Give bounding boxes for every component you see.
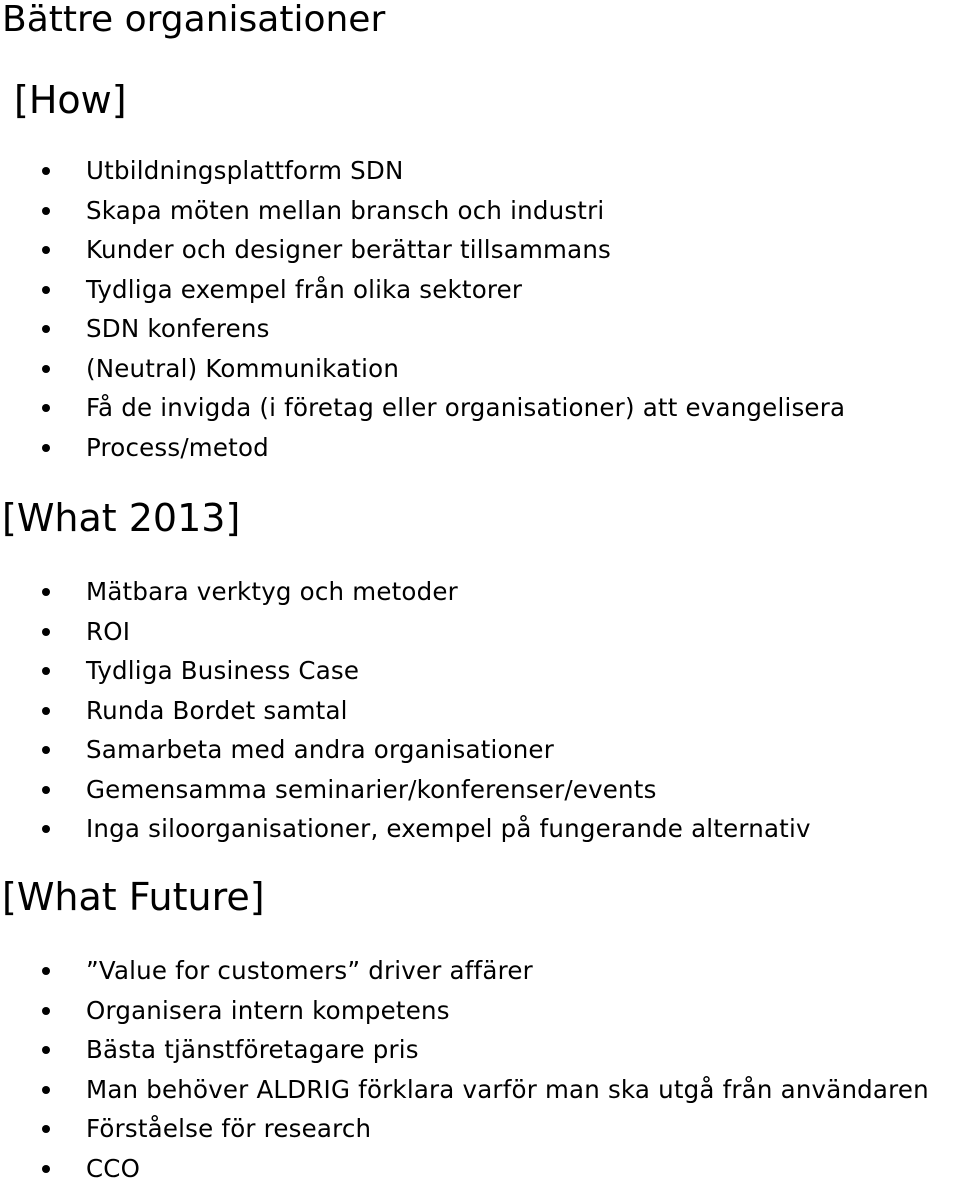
list-item bbox=[0, 691, 960, 731]
list-item-text: Organisera intern kompetens bbox=[86, 991, 450, 1031]
list-item-text: Process/metod bbox=[86, 428, 269, 468]
bullet-icon bbox=[42, 365, 50, 373]
list-item bbox=[0, 1149, 960, 1188]
list-item bbox=[0, 730, 960, 770]
list-item bbox=[0, 651, 960, 691]
bullet-icon bbox=[42, 588, 50, 596]
list-item-text: Tydliga Business Case bbox=[86, 651, 359, 691]
list-item bbox=[0, 951, 960, 991]
list-item-text: Kunder och designer berättar tillsammans bbox=[86, 230, 611, 270]
list-item-text: Gemensamma seminarier/konferenser/events bbox=[86, 770, 657, 810]
bullet-icon bbox=[42, 1165, 50, 1173]
bullet-icon bbox=[42, 628, 50, 636]
list-item bbox=[0, 309, 960, 349]
list-item-text: Runda Bordet samtal bbox=[86, 691, 348, 731]
bullet-icon bbox=[42, 207, 50, 215]
what-future-list bbox=[0, 951, 960, 1188]
bullet-icon bbox=[42, 707, 50, 715]
bullet-icon bbox=[42, 444, 50, 452]
bullet-icon bbox=[42, 167, 50, 175]
list-item-text: Inga siloorganisationer, exempel på fungerande alternativ bbox=[86, 809, 811, 849]
list-item-text: Bästa tjänstföretagare pris bbox=[86, 1030, 419, 1070]
list-item bbox=[0, 809, 960, 849]
list-item bbox=[0, 191, 960, 231]
bullet-icon bbox=[42, 825, 50, 833]
how-list bbox=[0, 151, 960, 467]
bullet-icon bbox=[42, 746, 50, 754]
bullet-icon bbox=[42, 1007, 50, 1015]
bullet-icon bbox=[42, 1086, 50, 1094]
bullet-icon bbox=[42, 667, 50, 675]
list-item-text: (Neutral) Kommunikation bbox=[86, 349, 399, 389]
list-item-text: Skapa möten mellan bransch och industri bbox=[86, 191, 604, 231]
bullet-icon bbox=[42, 246, 50, 254]
what-2013-list bbox=[0, 572, 960, 849]
bullet-icon bbox=[42, 1125, 50, 1133]
list-item bbox=[0, 1030, 960, 1070]
list-item bbox=[0, 612, 960, 652]
list-item-text: Samarbeta med andra organisationer bbox=[86, 730, 554, 770]
list-item-text: Man behöver ALDRIG förklara varför man ska utgå från användaren bbox=[86, 1070, 929, 1110]
list-item bbox=[0, 1070, 960, 1110]
section-heading-how: [How] bbox=[14, 79, 127, 121]
bullet-icon bbox=[42, 967, 50, 975]
list-item-text: CCO bbox=[86, 1149, 140, 1188]
list-item-text: ROI bbox=[86, 612, 130, 652]
bullet-icon bbox=[42, 286, 50, 294]
list-item-text: Mätbara verktyg och metoder bbox=[86, 572, 458, 612]
list-item bbox=[0, 388, 960, 428]
list-item-text: ”Value for customers” driver affärer bbox=[86, 951, 533, 991]
list-item-text: Tydliga exempel från olika sektorer bbox=[86, 270, 522, 310]
bullet-icon bbox=[42, 325, 50, 333]
list-item bbox=[0, 991, 960, 1031]
section-heading-what-future: [What Future] bbox=[2, 876, 265, 918]
list-item bbox=[0, 230, 960, 270]
page-title: Bättre organisationer bbox=[2, 0, 385, 40]
section-heading-what-2013: [What 2013] bbox=[2, 497, 240, 539]
list-item bbox=[0, 428, 960, 468]
list-item bbox=[0, 770, 960, 810]
list-item bbox=[0, 151, 960, 191]
list-item-text: Utbildningsplattform SDN bbox=[86, 151, 403, 191]
bullet-icon bbox=[42, 404, 50, 412]
list-item-text: Förståelse för research bbox=[86, 1109, 371, 1149]
list-item bbox=[0, 572, 960, 612]
list-item bbox=[0, 270, 960, 310]
list-item-text: SDN konferens bbox=[86, 309, 270, 349]
list-item bbox=[0, 1109, 960, 1149]
list-item bbox=[0, 349, 960, 389]
list-item-text: Få de invigda (i företag eller organisationer) att evangelisera bbox=[86, 388, 845, 428]
bullet-icon bbox=[42, 1046, 50, 1054]
bullet-icon bbox=[42, 786, 50, 794]
